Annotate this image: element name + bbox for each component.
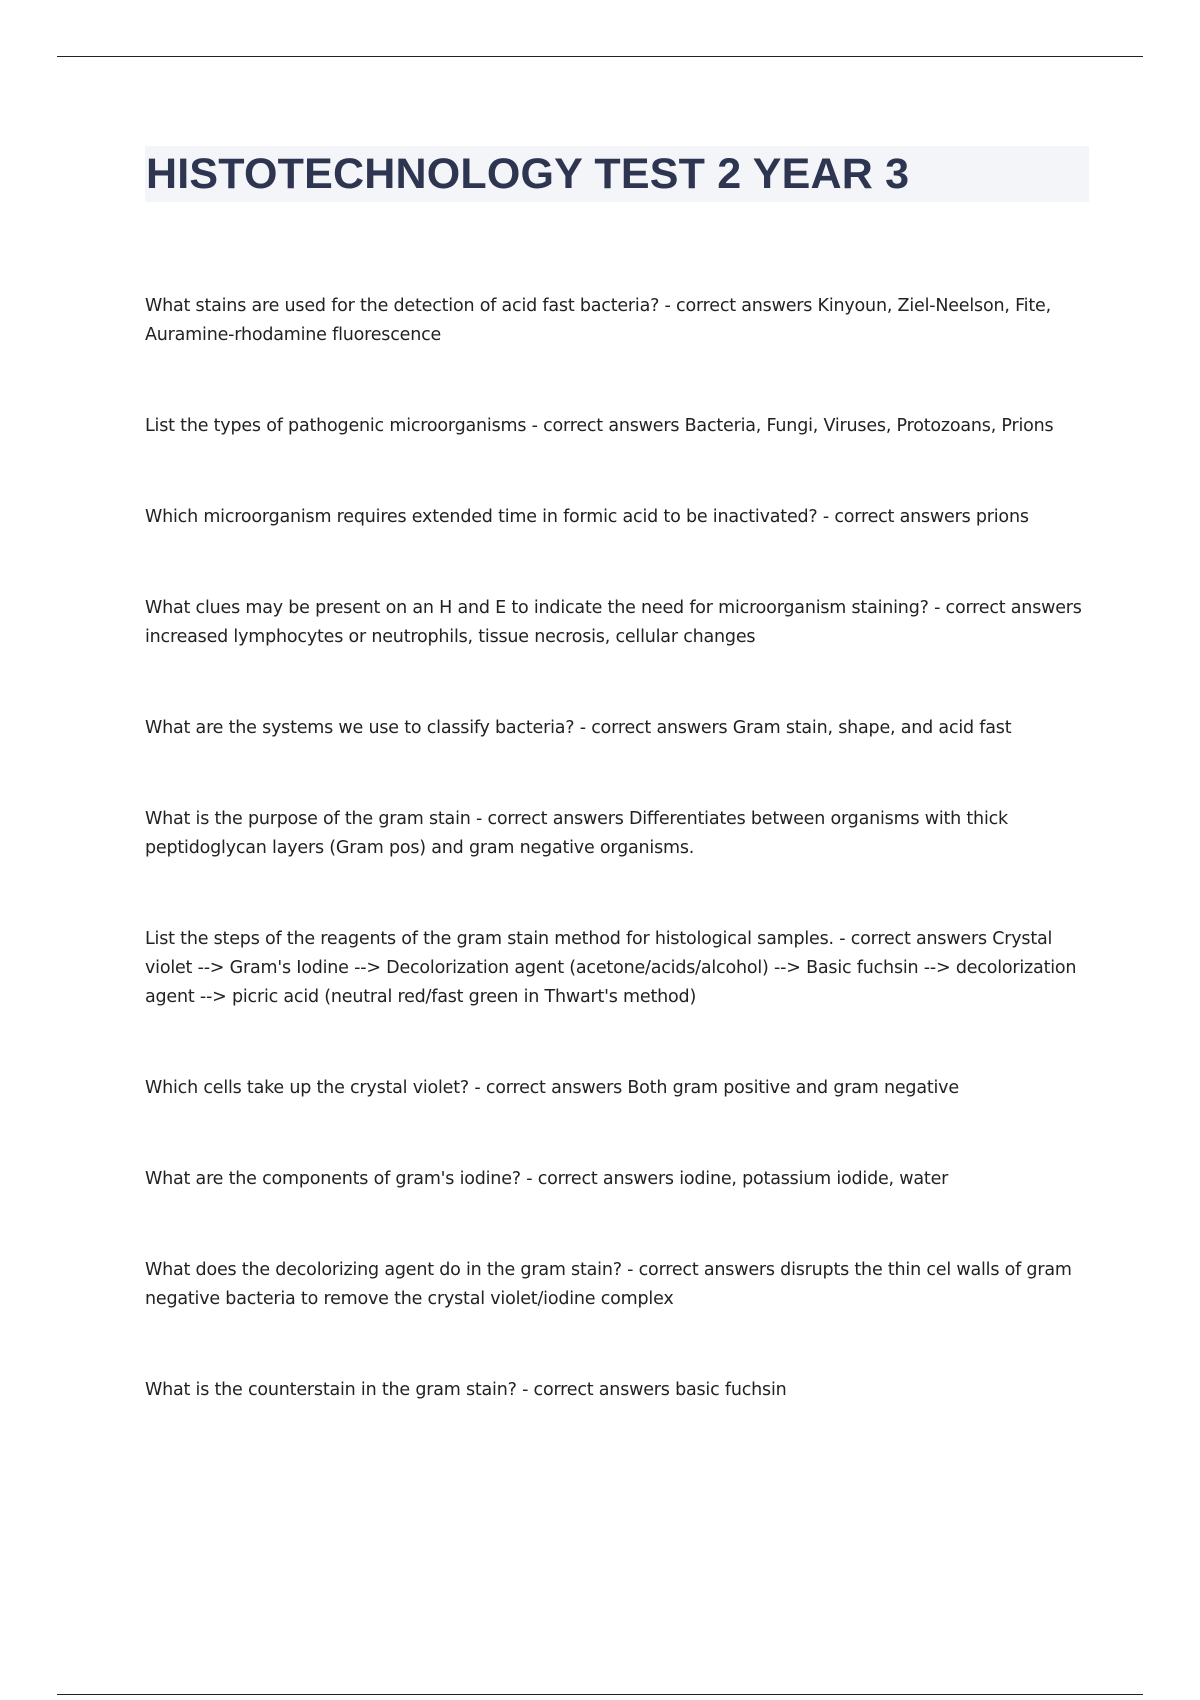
top-rule <box>57 56 1143 57</box>
qa-item-10: What does the decolorizing agent do in the gram stain? - correct answers disrupts the thin cel walls of gram negative bacteria to remove the crystal violet/iodine complex <box>145 1260 1072 1309</box>
qa-item-7: List the steps of the reagents of the gram stain method for histological samples. - correct answers Crystal violet --> Gram's Iodine --> Decolorization agent (acetone/acids/alcohol) --> Basic fuchsin --> decolorization agent --> picric acid (neutral red/fast green in Thwart's method) <box>145 929 1077 1007</box>
qa-item-5: What are the systems we use to classify bacteria? - correct answers Gram stain, shape, and acid fast <box>145 718 1012 738</box>
bottom-rule <box>57 1694 1143 1695</box>
document-title: HISTOTECHNOLOGY TEST 2 YEAR 3 <box>146 150 910 198</box>
qa-item-4: What clues may be present on an H and E to indicate the need for microorganism staining? - correct answers increased lymphocytes or neutrophils, tissue necrosis, cellular changes <box>145 598 1082 647</box>
qa-item-1: What stains are used for the detection of acid fast bacteria? - correct answers Kinyoun, Ziel-Neelson, Fite, Auramine-rhodamine fluorescence <box>145 296 1051 345</box>
qa-item-8: Which cells take up the crystal violet? - correct answers Both gram positive and gram negative <box>145 1078 959 1098</box>
qa-item-9: What are the components of gram's iodine? - correct answers iodine, potassium iodide, water <box>145 1169 949 1189</box>
qa-item-6: What is the purpose of the gram stain - correct answers Differentiates between organisms with thick peptidoglycan layers (Gram pos) and gram negative organisms. <box>145 809 1008 858</box>
qa-item-2: List the types of pathogenic microorganisms - correct answers Bacteria, Fungi, Viruses, Protozoans, Prions <box>145 416 1054 436</box>
qa-item-3: Which microorganism requires extended time in formic acid to be inactivated? - correct answers prions <box>145 507 1029 527</box>
qa-list <box>145 292 1085 1467</box>
qa-item-11: What is the counterstain in the gram stain? - correct answers basic fuchsin <box>145 1380 787 1400</box>
